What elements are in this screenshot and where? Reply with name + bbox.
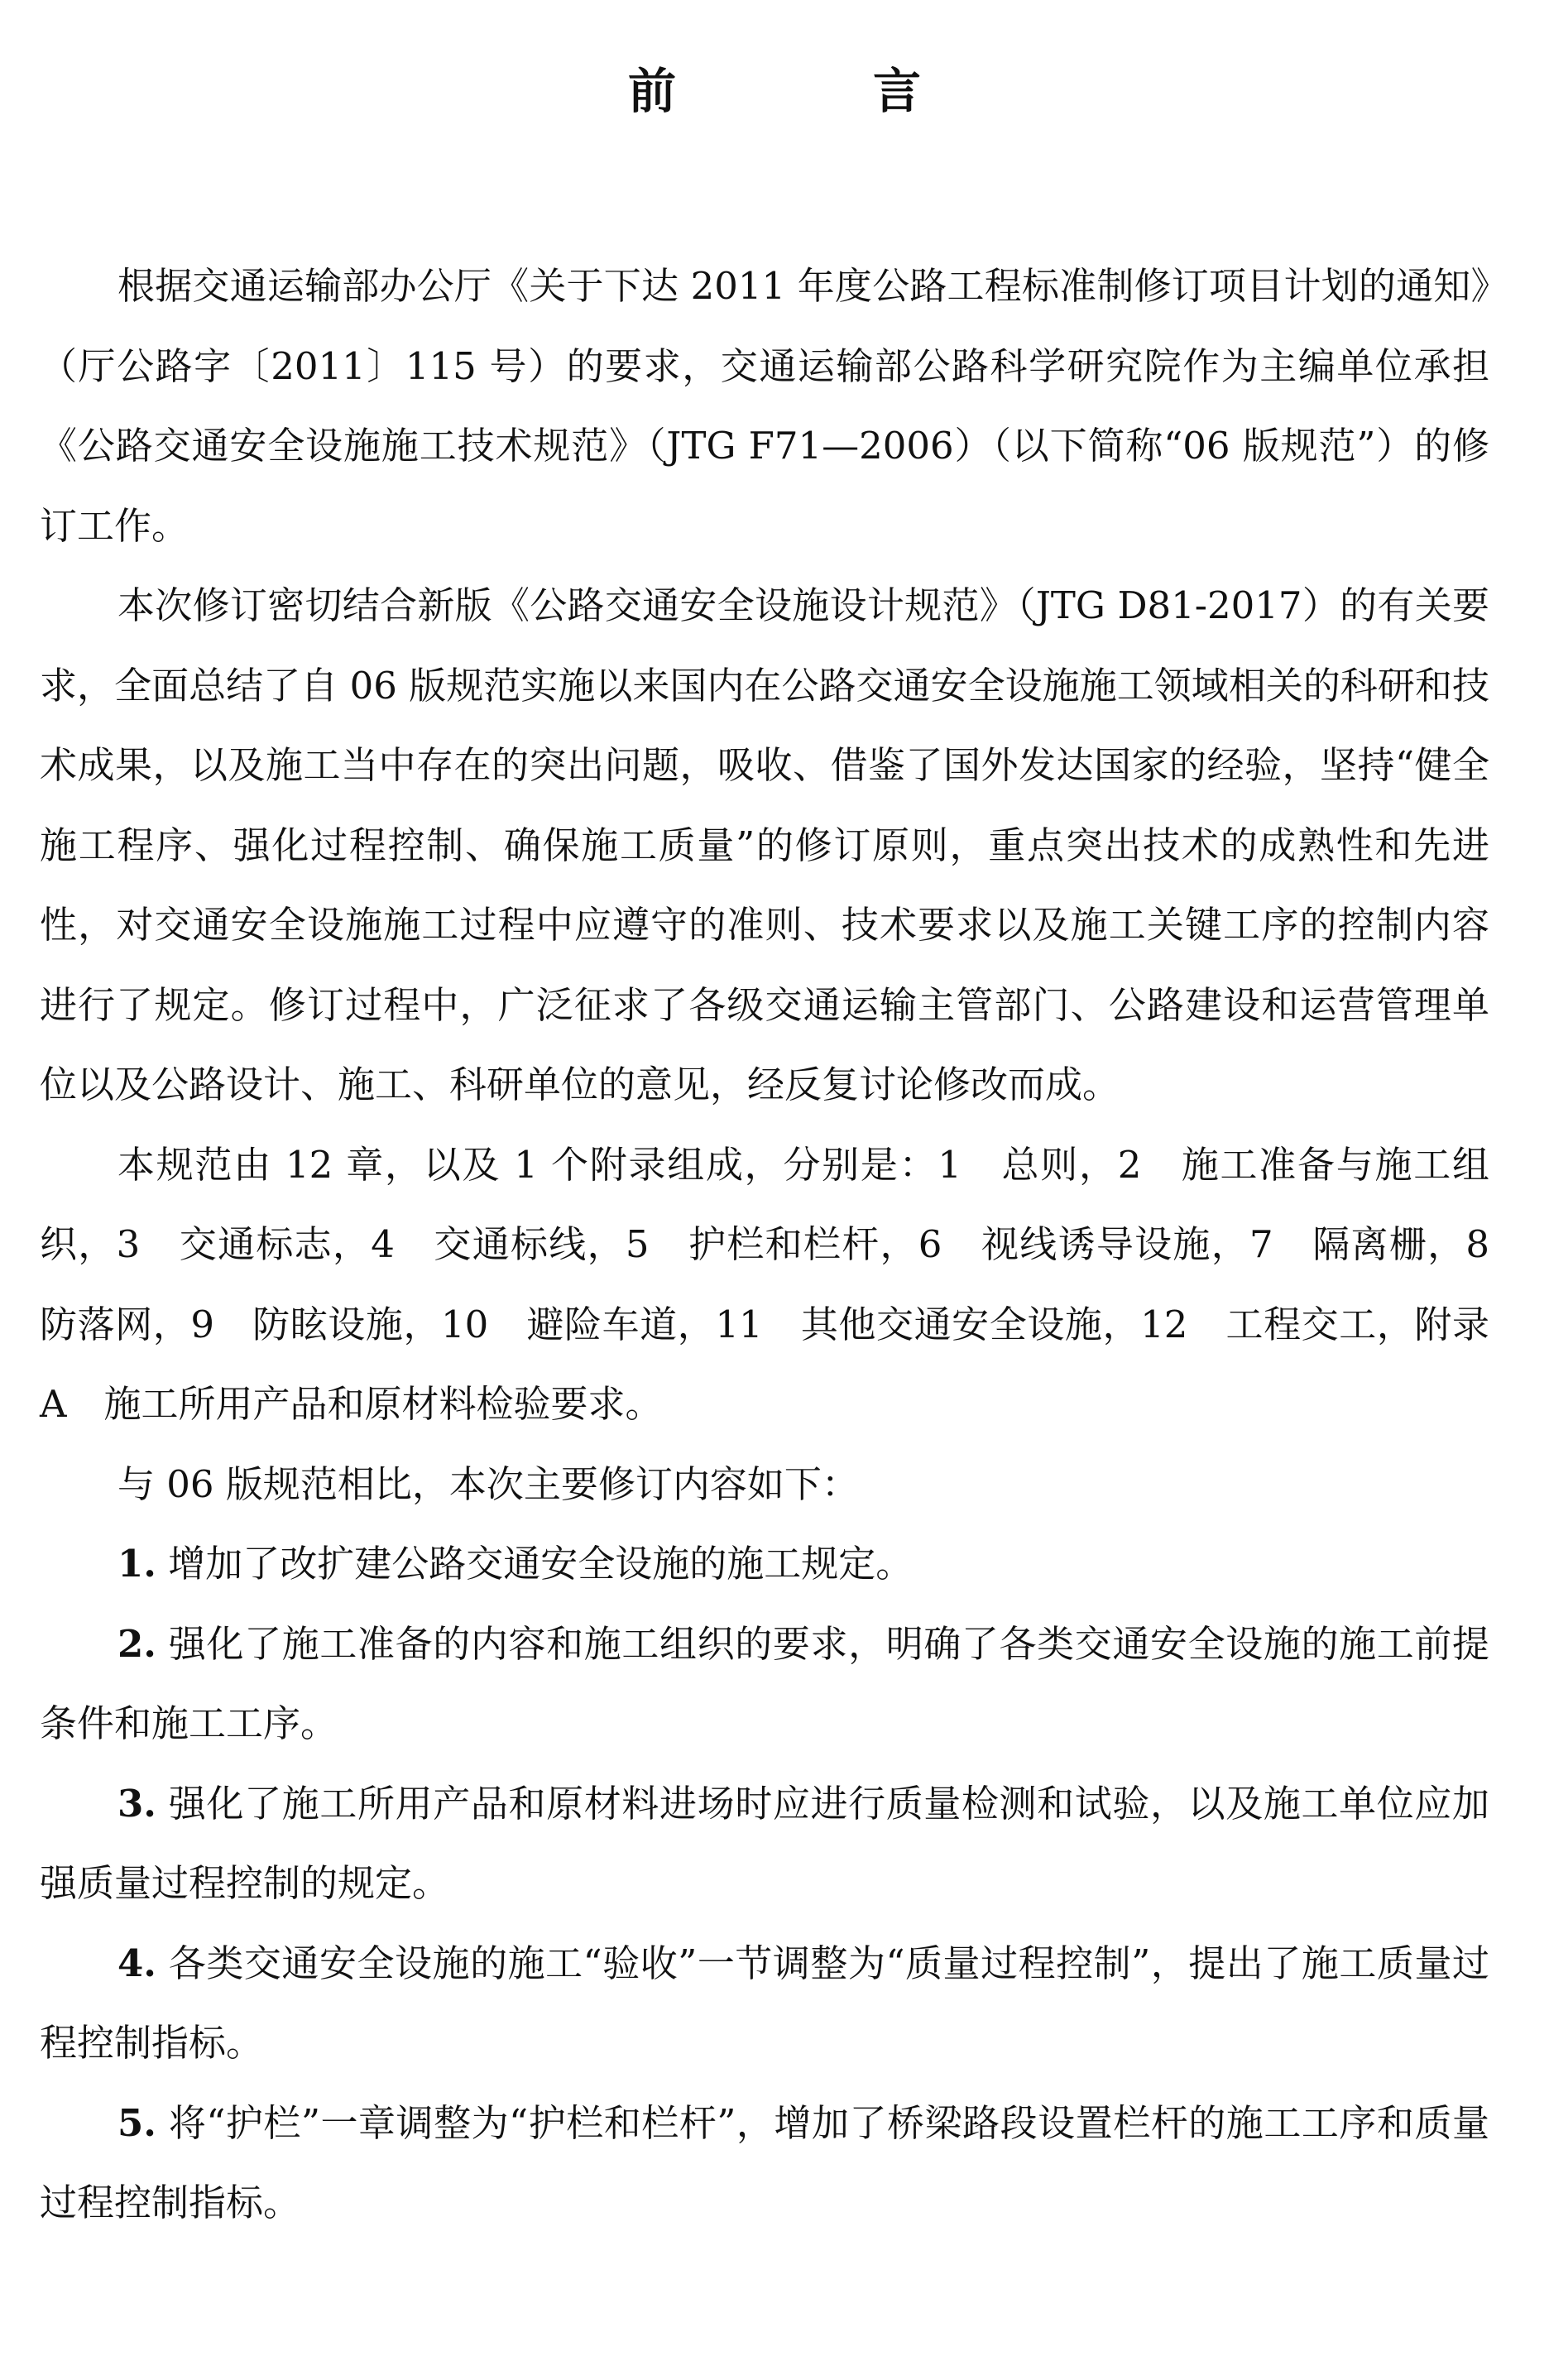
list-item [40,1764,1489,1924]
list-item-number: 1. [117,1542,156,1586]
paragraph-structure: 本规范由 12 章，以及 1 个附录组成，分别是：1 总则，2 施工准备与施工组织，3 交通标志，4 交通标线，5 护栏和栏杆，6 视线诱导设施，7 隔离栅，8 防落网，9 防眩设施，10 避险车道，11 其他交通安全设施，12 工程交工，附录 A 施工所用产品和原材料检验要求。 [40,1142,1527,1426]
list-item-text: 强化了施工所用产品和原材料进场时应进行质量检测和试验，以及施工单位应加强质量过程控制的规定。 [40,1781,1489,1905]
list-item-text: 增加了改扩建公路交通安全设施的施工规定。 [156,1542,914,1586]
list-item-number: 3. [117,1781,156,1826]
list-item-number: 5. [117,2100,156,2145]
list-item [40,1524,1489,1605]
list-item [40,1605,1489,1764]
paragraph-revision-summary: 本次修订密切结合新版《公路交通安全设施设计规范》（JTG D81-2017）的有关要求，全面总结了自 06 版规范实施以来国内在公路交通安全设施施工领域相关的科研和技术成果，以及施工当中存在的突出问题，吸收、借鉴了国外发达国家的经验，坚持“健全施工程序、强化过程控制、确保施工质量”的修订原则，重点突出技术的成熟性和先进性，对交通安全设施施工过程中应遵守的准则、技术要求以及施工关键工序的控制内容进行了规定。修订过程中，广泛征求了各级交通运输主管部门、公路建设和运营管理单位以及公路设计、施工、科研单位的意见，经反复讨论修改而成。 [40,583,1489,1106]
list-item-text: 强化了施工准备的内容和施工组织的要求，明确了各类交通安全设施的施工前提条件和施工工序。 [40,1621,1489,1745]
list-item [40,2084,1489,2243]
paragraph-background: 根据交通运输部办公厅《关于下达 2011 年度公路工程标准制修订项目计划的通知》（厅公路字〔2011〕115 号）的要求，交通运输部公路科学研究院作为主编单位承担《公路交通安全设施施工技术规范》（JTG F71—2006）（以下简称“06 版规范”）的修订工作。 [40,264,1489,548]
paragraph-changes-intro: 与 06 版规范相比，本次主要修订内容如下： [117,1461,859,1506]
page-title: 前 言 [627,63,995,119]
list-item-text: 将“护栏”一章调整为“护栏和栏杆”，增加了桥梁路段设置栏杆的施工工序和质量过程控制指标。 [40,2100,1489,2224]
list-item-text: 各类交通安全设施的施工“验收”一节调整为“质量过程控制”，提出了施工质量过程控制指标。 [40,1941,1490,2065]
body-text [40,247,1527,2243]
list-item [40,1924,1489,2084]
list-item-number: 2. [117,1621,156,1666]
list-item-number: 4. [117,1941,156,1985]
